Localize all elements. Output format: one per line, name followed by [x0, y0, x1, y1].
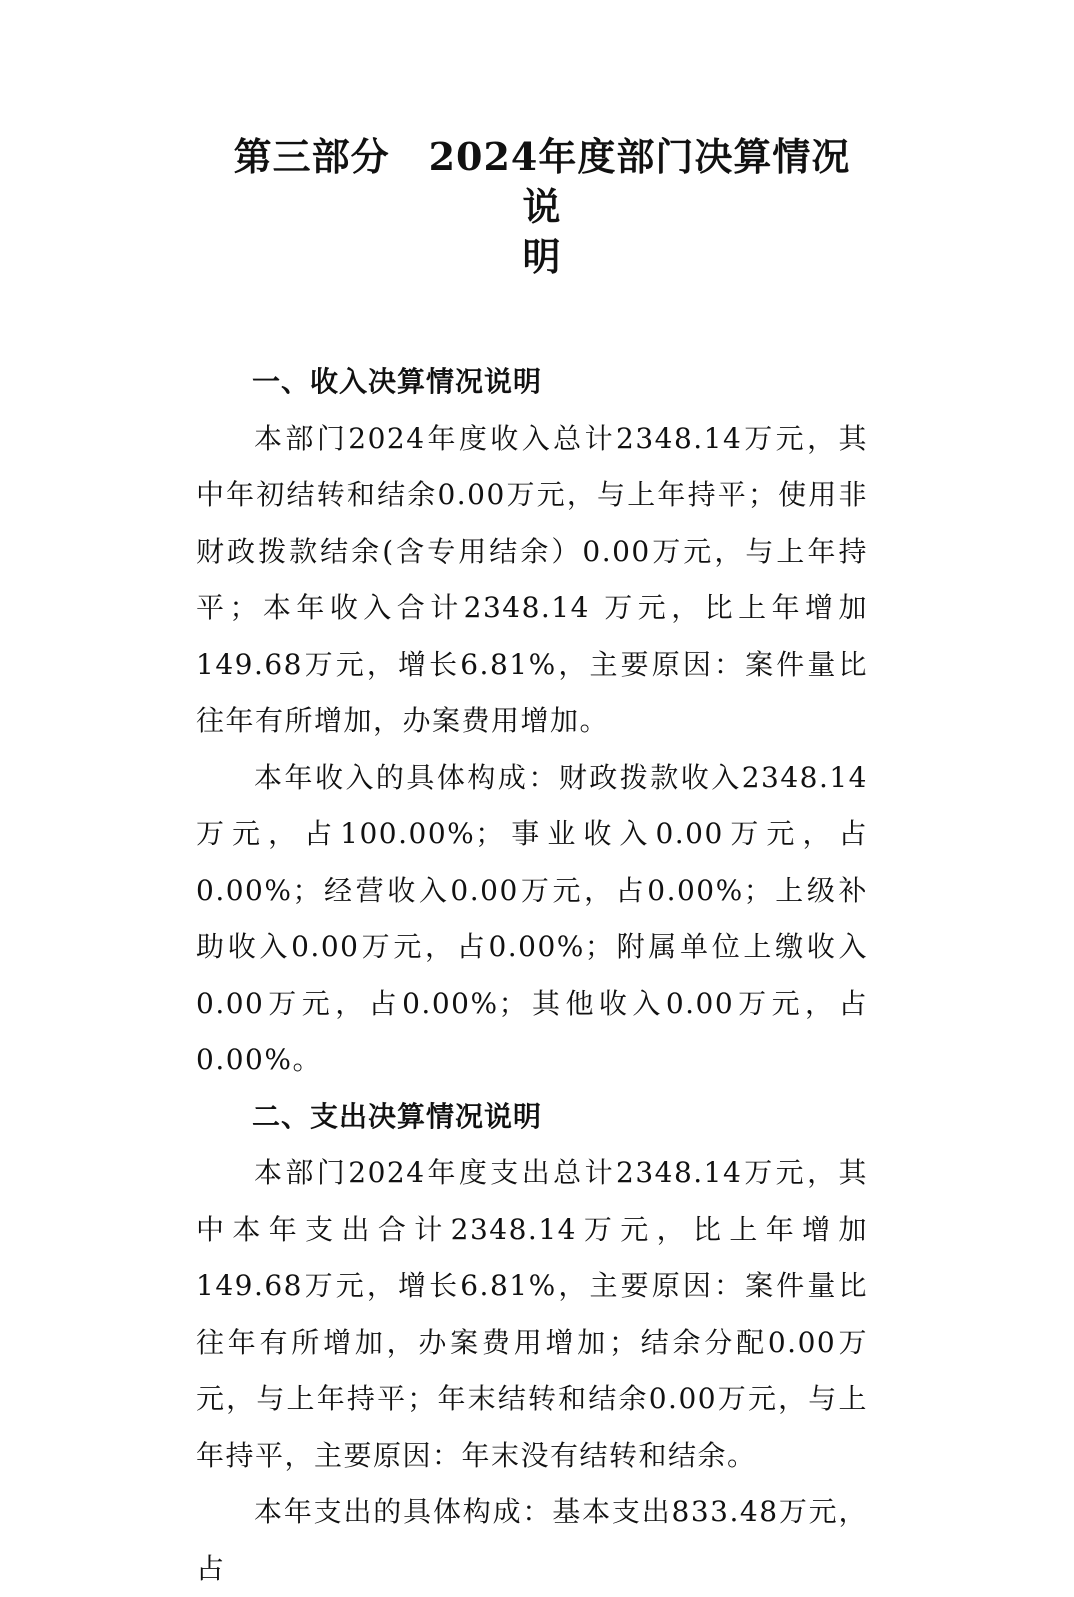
page-title-line2: 明	[522, 234, 562, 279]
page-title	[196, 132, 868, 282]
section-heading-expenditure: 二、支出决算情况说明	[252, 1099, 543, 1133]
expenditure-paragraph-composition: 本年支出的具体构成：基本支出833.48万元，占	[196, 1495, 868, 1585]
section-heading-income: 一、收入决算情况说明	[252, 365, 543, 398]
income-paragraph-composition: 本年收入的具体构成：财政拨款收入2348.14万元，占100.00%；事业收入0.00万元，占0.00%；经营收入0.00万元，占0.00%；上级补助收入0.00万元，占0.00%；附属单位上缴收入0.00万元，占0.00%；其他收入0.00万元，占0.00%。	[196, 760, 868, 1076]
document-body	[196, 354, 868, 1597]
page-title-line1: 第三部分 2024年度部门决算情况说	[233, 134, 851, 229]
expenditure-paragraph-total: 本部门2024年度支出总计2348.14万元，其中本年支出合计2348.14万元，比上年增加149.68万元，增长6.81%，主要原因：案件量比往年有所增加，办案费用增加；结余分配0.00万元，与上年持平；年末结转和结余0.00万元，与上年持平，主要原因：年末没有结转和结余。	[196, 1156, 868, 1472]
income-paragraph-total: 本部门2024年度收入总计2348.14万元，其中年初结转和结余0.00万元，与上年持平；使用非财政拨款结余(含专用结余）0.00万元，与上年持平；本年收入合计2348.14 万元，比上年增加149.68万元，增长6.81%，主要原因：案件量比往年有所增加，办案费用增加。	[196, 421, 868, 737]
